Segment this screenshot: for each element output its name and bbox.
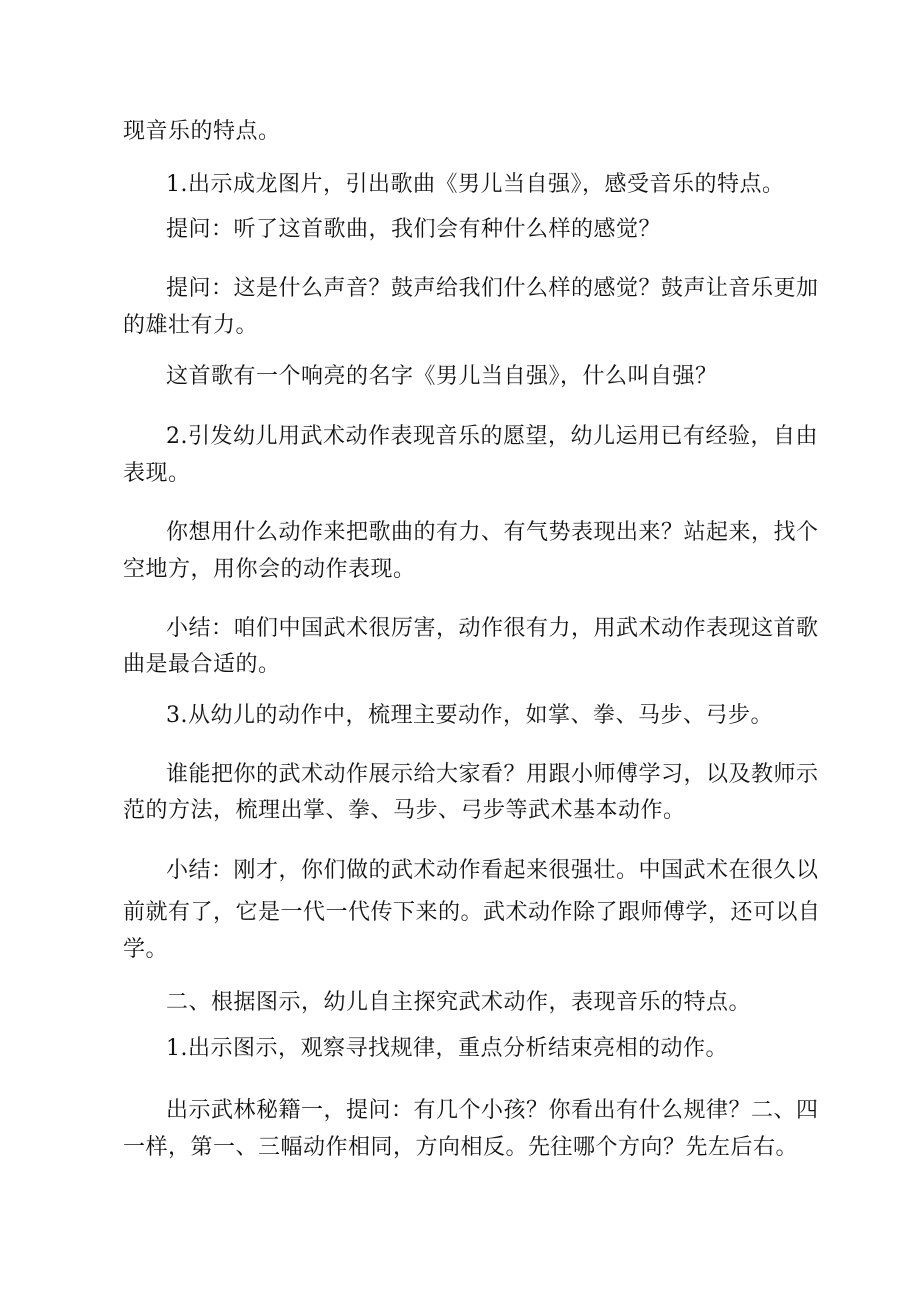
text-line-18: 学。 <box>123 937 169 962</box>
text-line-22: 一样，第一、三幅动作相同，方向相反。先往哪个方向？先左后右。 <box>123 1135 799 1160</box>
text-line-20: 1.出示图示，观察寻找规律，重点分析结束亮相的动作。 <box>166 1036 728 1061</box>
text-line-21: 出示武林秘籍一，提问：有几个小孩？你看出有什么规律？二、四 <box>166 1098 819 1123</box>
text-line-11: 小结：咱们中国武术很厉害，动作很有力，用武术动作表现这首歌 <box>166 616 819 641</box>
text-line-14: 谁能把你的武术动作展示给大家看？用跟小师傅学习，以及教师示 <box>166 762 819 787</box>
text-line-3: 提问：听了这首歌曲，我们会有种什么样的感觉？ <box>166 217 662 242</box>
text-line-6: 这首歌有一个响亮的名字《男儿当自强》，什么叫自强？ <box>166 364 718 389</box>
text-line-13: 3.从幼儿的动作中，梳理主要动作，如掌、拳、马步、弓步。 <box>166 703 773 728</box>
text-line-1: 现音乐的特点。 <box>123 119 281 144</box>
text-line-16: 小结：刚才，你们做的武术动作看起来很强壮。中国武术在很久以 <box>166 858 819 883</box>
text-line-19: 二、根据图示，幼儿自主探究武术动作，表现音乐的特点。 <box>166 990 752 1015</box>
text-line-2: 1.出示成龙图片，引出歌曲《男儿当自强》，感受音乐的特点。 <box>166 172 785 197</box>
text-line-8: 表现。 <box>123 461 191 486</box>
text-line-17: 前就有了，它是一代一代传下来的。武术动作除了跟师傅学，还可以自 <box>123 900 821 925</box>
text-line-12: 曲是最合适的。 <box>123 652 281 677</box>
text-line-5: 的雄壮有力。 <box>123 313 259 338</box>
text-line-4: 提问：这是什么声音？鼓声给我们什么样的感觉？鼓声让音乐更加 <box>166 276 819 301</box>
text-line-9: 你想用什么动作来把歌曲的有力、有气势表现出来？站起来，找个 <box>166 520 819 545</box>
text-line-7: 2.引发幼儿用武术动作表现音乐的愿望，幼儿运用已有经验，自由 <box>166 424 818 449</box>
text-line-15: 范的方法，梳理出掌、拳、马步、弓步等武术基本动作。 <box>123 798 686 823</box>
text-line-10: 空地方，用你会的动作表现。 <box>123 557 416 582</box>
